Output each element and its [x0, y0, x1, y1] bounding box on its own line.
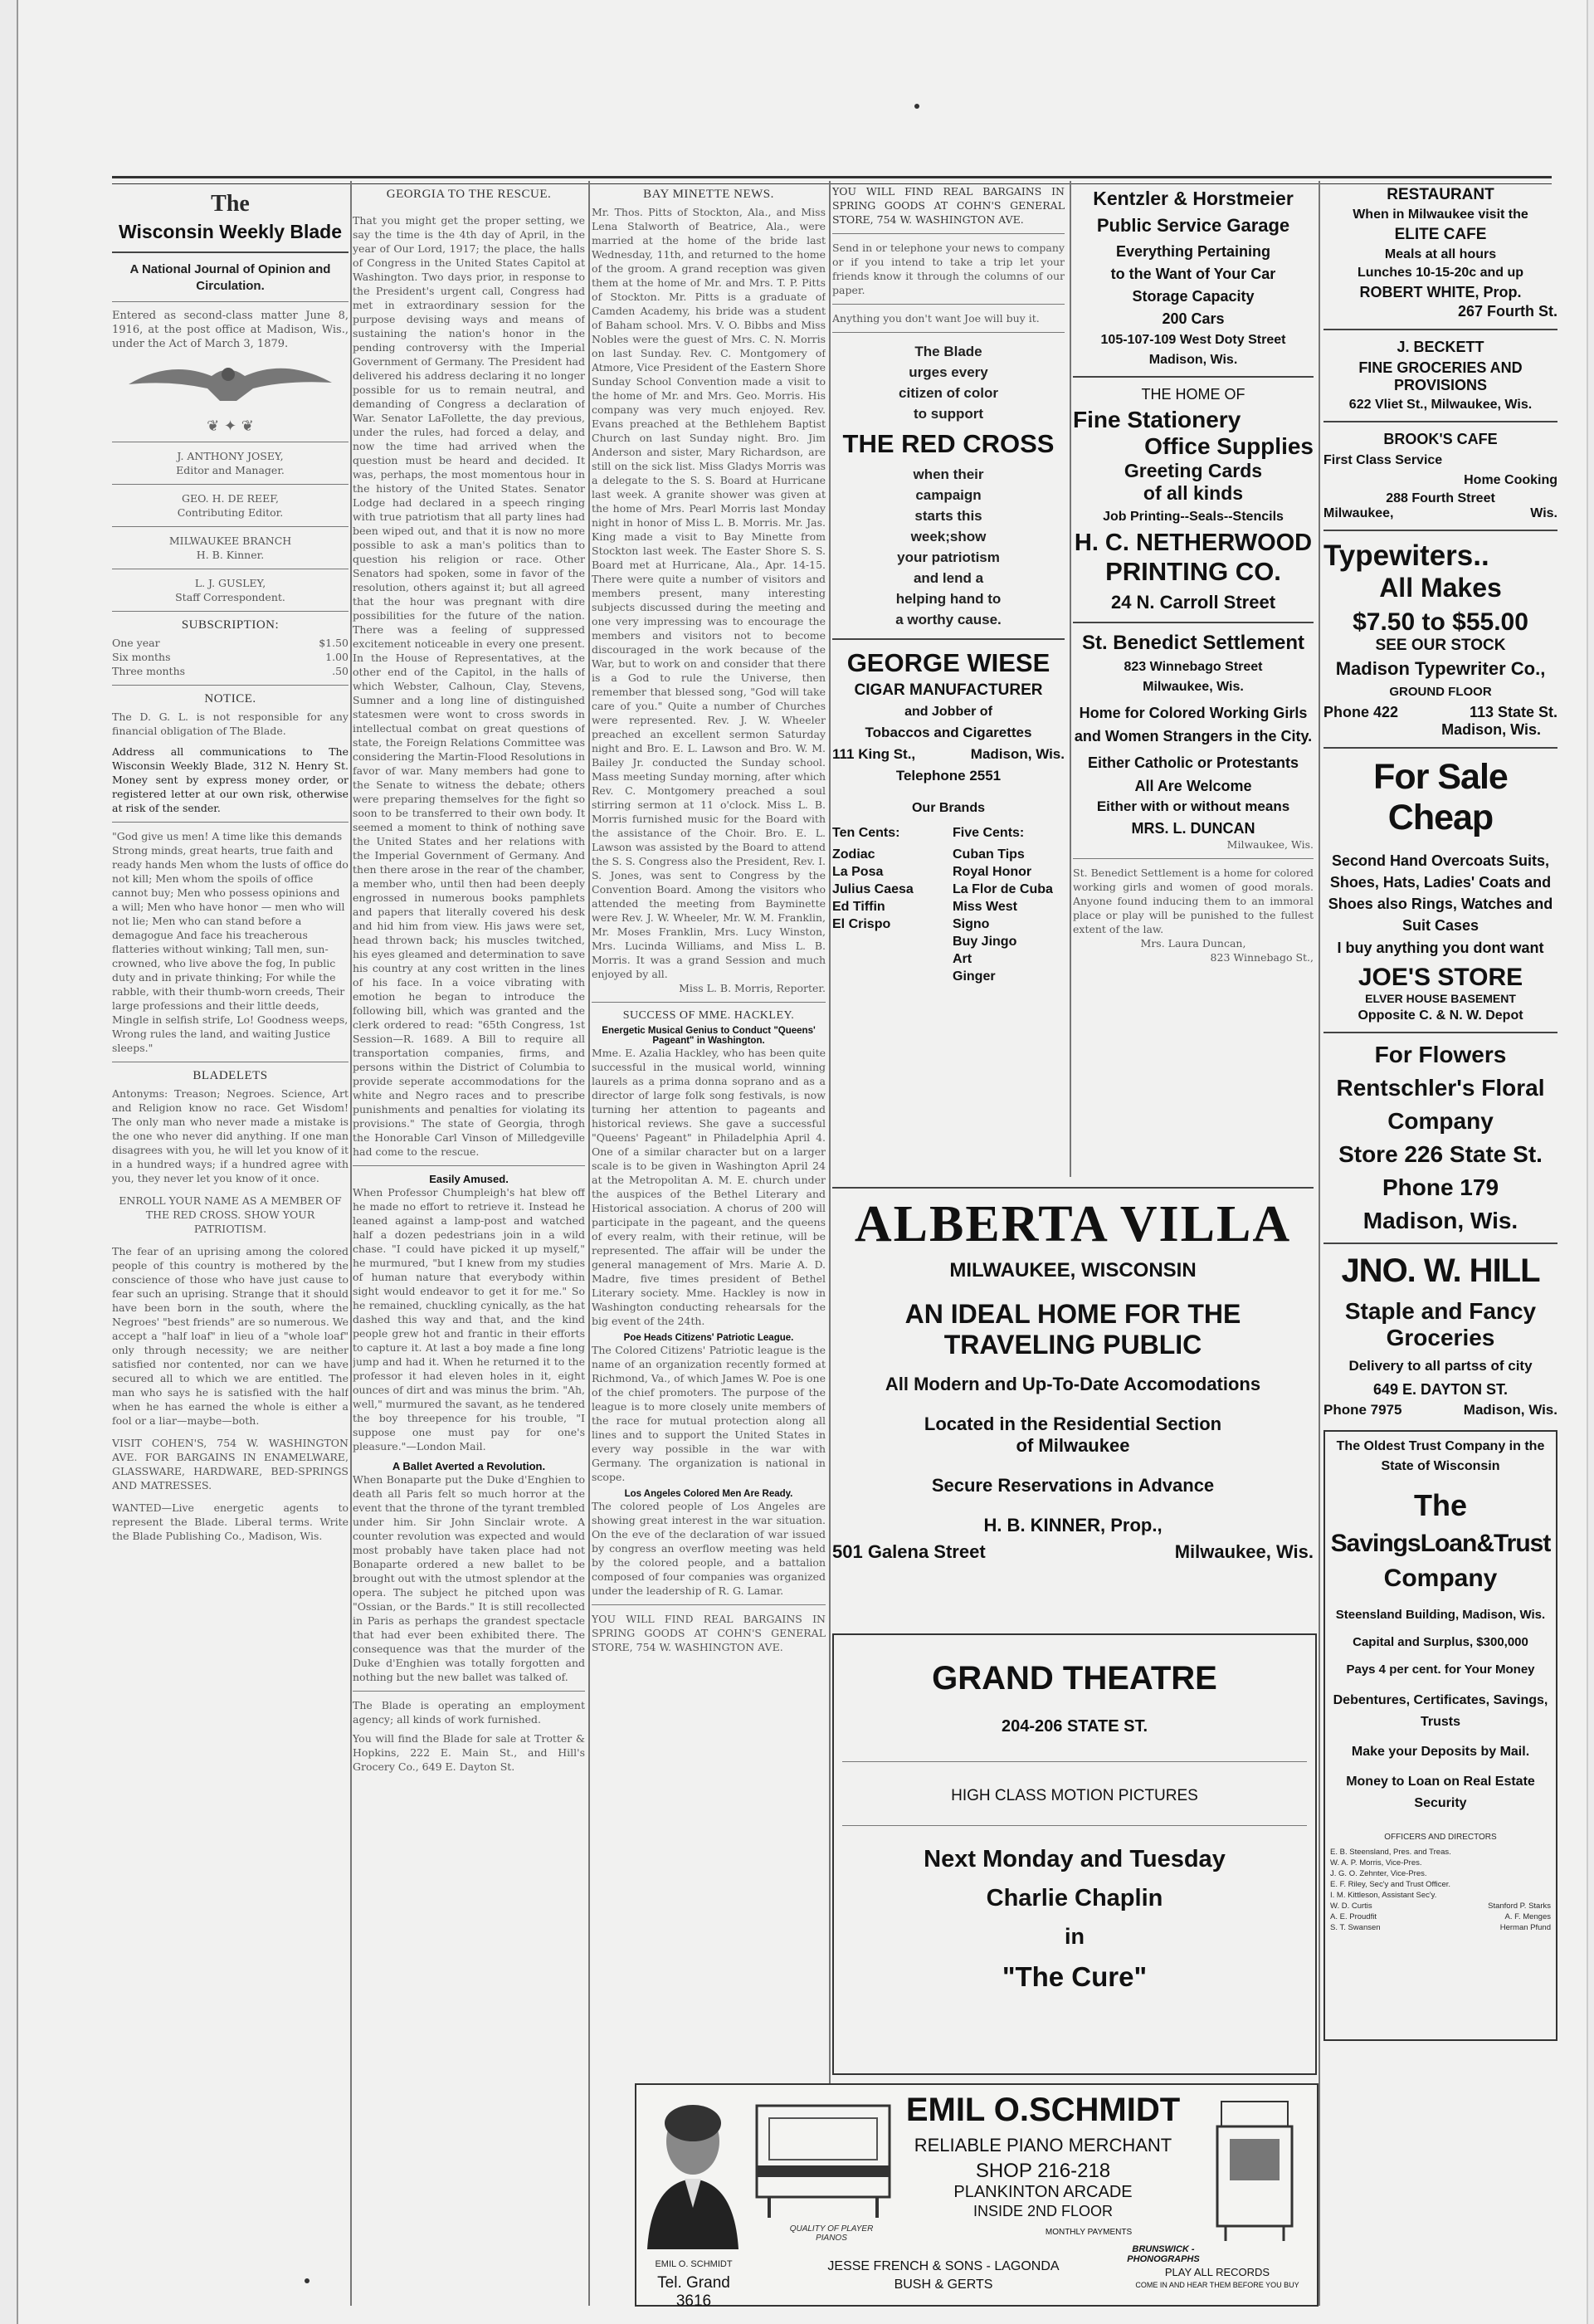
- trust-11: OFFICERS AND DIRECTORS: [1384, 1833, 1497, 1842]
- piano-line1: RELIABLE PIANO MERCHANT: [914, 2135, 1172, 2156]
- alberta-address: 501 Galena Street Milwaukee, Wis.: [832, 1541, 1314, 1562]
- grand-addr: 204-206 STATE ST.: [1002, 1717, 1148, 1736]
- subscription-heading: SUBSCRIPTION:: [181, 618, 280, 632]
- portrait-icon: [643, 2092, 743, 2249]
- georgia-body: That you might get the proper setting, we say the time is the 4th day of April, in the year of Our Lord, 1917; the place, the halls of Congress in the United States Capitol at Washington. Two days prior, in response to the President's urgent call, Congress had met in extraordinary session for the purpose devising ways and means of sustaining the nation's honor in the pending controversy with the Imperial Government of Germany. The President had delivered his address declaring it no longer possible for us to remain neutral, and demanding of Congress a declaration of War. Senator LaFollette, the day previous, under the rules, had forced a delay, and now the time had arrived when the question must be heard and decided. It was, perhaps, the most momentous hour in the history of the United States. Senator Lodge had declared in a speech ringing with true patriotism that all party lines had been wiped out, and that it is now no more possible to ask a man's politics than to question his religion or race. Other Senators had spoken, some in favor of the resolution, others against it; but all agreed that the hour was pregnant with dire possibilities for the future of the nation. There was a feeling of suppressed excitement noticeable in every one present. In the House of Representatives, at the other end of the Capitol, in the halls of which Webster, Calhoun, Clay, Stevens, Sumner and a long line of distinguished statesmen were wont to cross swords in intellectual combat on great questions of state, the Foreign Relations Committee was considering the Martin-Flood Resolutions in favor of war. Many members had gone to the Senate to witness the debate; others were preparing themselves for the fight so soon to be transferred to their own body. It seemed a moment to think of nothing save the United States and her relations with the Imperial Government of Germany. And then there arose in the rear of the chamber, a member who, until then had been deeply engrossed in numerous books pamphlets and papers that literally covered his desk and hid him from view. His jaws were set, head thrown back; his muscles twitched, his eyes gleamed and determination to save his country at any cost written in the lines of his face. In a voice vibrating with emotion he began to introduce the following bill, which was granted and the clerk ordered to read: "65th Congress, 1st Session—R. 1689. A Bill to require all transportation companies, firms, and persons within the District of Columbia to provide seperate accommodations for the white and Negro races and to prescribe punishments and penalties for violating its provisions." The state of Georgia, throgh the Honorable Carl Vinson of Milledgeville had come to the rescue.: [353, 214, 585, 1158]
- wanted-text: WANTED—Live energetic agents to represent the Blade. Liberal terms. Write the Blade Publishing Co., Madison, Wis.: [112, 1501, 349, 1542]
- ballet-heading: A Ballet Averted a Revolution.: [392, 1460, 546, 1472]
- bladelets-heading: BLADELETS: [193, 1069, 268, 1082]
- directors-list: W. D. Curtis A. E. Proudfit S. T. Swansen Stanford P. Starks A. F. Menges Herman Pfund: [1330, 1902, 1551, 1932]
- alberta-secure: Secure Reservations in Advance: [931, 1475, 1215, 1496]
- portrait-caption-1: EMIL O. SCHMIDT: [655, 2259, 733, 2269]
- records-2: COME IN AND HEAR THEM BEFORE YOU BUY: [1135, 2281, 1299, 2289]
- trust-7: Pays 4 per cent. for Your Money: [1346, 1662, 1535, 1677]
- sale-1: For Sale Cheap: [1373, 757, 1508, 837]
- redcross-intro: The Blade urges every citizen of color to support: [899, 344, 998, 422]
- send-news: Send in or telephone your news to company or if you intend to take a trip let your friends know it through the columns of our paper.: [832, 242, 1065, 296]
- column-georgia: [353, 184, 585, 2305]
- portrait-caption-2: Tel. Grand 3616: [657, 2274, 730, 2310]
- hill-2: Staple and Fancy: [1344, 1298, 1537, 1324]
- blade-ops: The Blade is operating an employment agency; all kinds of work furnished.: [353, 1699, 585, 1726]
- type-phone: Phone 422 113 State St.: [1323, 704, 1557, 720]
- alberta-located-1: Located in the Residential Section: [924, 1413, 1222, 1434]
- ornament-icon: ❦ ✦ ❦: [207, 417, 254, 435]
- masthead-title-1: The: [211, 191, 250, 217]
- redcross-body: when their campaign starts this week;show your patriotism and lend a helping hand to a worthy cause.: [895, 466, 1002, 627]
- poem-text: "God give us men! A time like this demands Strong minds, great hearts, true faith and ready hands Men whom the lusts of office do not kill; Men whom the spoils of office cannot buy; Men who possess opinions and a will; Men who have honor — men who will not lie; Men who can stand before a demagogue And face his treacherous flatteries without winking; Tall men, sun-crowned, who live above the fog, In public duty and in private thinking; For while the rabble, with their thumb-worn creeds, Their large professions and their little deeds, Mingle in selfish strife, Lo! Goodness weeps, Wrong rules the land, and waiting Justice sleeps.": [112, 830, 349, 1054]
- column-masthead: [112, 184, 349, 2305]
- hill-4: Delivery to all partss of city: [1348, 1358, 1533, 1374]
- wiese-line2: and Jobber of: [904, 705, 992, 719]
- kentzler-8: Madison, Wis.: [1148, 353, 1238, 367]
- rest-6: ROBERT WHITE, Prop.: [1359, 284, 1522, 300]
- flow-2: Rentschler's Floral: [1336, 1075, 1545, 1101]
- visit-cohens-text: VISIT COHEN'S, 754 W. WASHINGTON AVE. FOR BARGAINS IN ENAMELWARE, GLASSWARE, HARDWARE, BED-SPRINGS AND MATRESSES.: [112, 1437, 349, 1492]
- fear-text: The fear of an uprising among the colored people of this country is mothered by the conscience of those who have just cause to fear such an uprising. Strange that it should have been born in the south, where the Negroes' "best friends" are so numerous. We accept a "half loaf" in lieu of a "whole loaf" only through necessity; we are neither satisfied nor contented, nor can we have secured all to which we are entitled. The man who says he is satisfied with the half when he has earned the whole is either a fool or a liar—maybe—both.: [112, 1245, 349, 1427]
- column-rule: [1070, 181, 1071, 1177]
- subscription-table: One year $1.50 Six months 1.00 Three months .50: [112, 637, 349, 677]
- staff-correspondent: L. J. GUSLEY, Staff Correspondent.: [175, 577, 285, 603]
- poe-body: The Colored Citizens' Patriotic league is the name of an organization recently formed at Richmond, Va., of which James W. Poe is one of the chief promoters. The purpose of the league is to more closely unite members of the race for mutual protection along all lines and to support the United States in every way possible in the war with Germany. The organization is national in scope.: [592, 1344, 826, 1483]
- trust-2: The: [1413, 1488, 1467, 1522]
- staff-milwaukee: MILWAUKEE BRANCH H. B. Kinner.: [168, 535, 292, 561]
- phonograph-icon: [1209, 2093, 1300, 2243]
- piano-brands-2: BUSH & GERTS: [894, 2278, 993, 2292]
- column-bay-minette: [592, 184, 826, 2305]
- benedict-1: St. Benedict Settlement: [1081, 632, 1305, 654]
- benedict-text: St. Benedict Settlement is a home for colored working girls and women of good morals. Anyone found inducing them to an immoral place or play will be punished to the fullest extent of the law.: [1073, 867, 1314, 935]
- cohen-bottom: YOU WILL FIND REAL BARGAINS IN SPRING GOODS AT COHN'S GENERAL STORE, 754 W. WASHINGTON AVE.: [592, 1613, 826, 1653]
- rest-3: ELITE CAFE: [1394, 226, 1487, 243]
- anything-joe: Anything you don't want Joe will buy it.: [832, 312, 1040, 325]
- staff-editor: J. ANTHONY JOSEY, Editor and Manager.: [176, 450, 285, 476]
- alberta-ideal-2: TRAVELING PUBLIC: [943, 1330, 1202, 1360]
- type-5: Madison Typewriter Co.,: [1335, 658, 1546, 679]
- trust-5: Steensland Building, Madison, Wis.: [1335, 1608, 1546, 1622]
- entered-notice: Entered as second-class matter June 8, 1916, at the post office at Madison, Wis., under the Act of March 3, 1879.: [112, 310, 349, 350]
- rest-1: RESTAURANT: [1387, 186, 1494, 203]
- netherwood-2: PRINTING CO.: [1105, 557, 1281, 586]
- trust-4: Company: [1383, 1565, 1498, 1592]
- alberta-modern: All Modern and Up-To-Date Accomodations: [885, 1374, 1261, 1394]
- brunswick-text: BRUNSWICK - PHONOGRAPHS: [1127, 2244, 1200, 2264]
- brook-4: 288 Fourth Street: [1386, 491, 1495, 505]
- kentzler-6: 200 Cars: [1162, 310, 1225, 327]
- wiese-line1: CIGAR MANUFACTURER: [854, 681, 1043, 699]
- type-1: Typewiters..: [1323, 540, 1489, 572]
- beckett-2: FINE GROCERIES AND PROVISIONS: [1358, 359, 1523, 393]
- flow-3: Company: [1387, 1108, 1494, 1134]
- benedict-4: Home for Colored Working Girls and Women Strangers in the City.: [1074, 705, 1313, 745]
- wiese-name: GEORGE WIESE: [846, 648, 1050, 677]
- find-blade: You will find the Blade for sale at Trotter & Hopkins, 222 E. Main St., and Hill's Grocery Co., 649 E. Dayton St.: [353, 1732, 585, 1773]
- masthead-subtitle: A National Journal of Opinion and Circulation.: [129, 262, 331, 293]
- kentzler-4: to the Want of Your Car: [1110, 266, 1276, 282]
- player-piano-icon: [753, 2097, 894, 2222]
- home-of: THE HOME OF: [1141, 386, 1245, 403]
- enroll-text: ENROLL YOUR NAME AS A MEMBER OF THE RED CROSS. SHOW YOUR PATRIOTISM.: [119, 1194, 342, 1235]
- grand-hc: HIGH CLASS MOTION PICTURES: [951, 1787, 1198, 1804]
- piano-line4: INSIDE 2ND FLOOR: [972, 2203, 1114, 2219]
- kentzler-name: Kentzler & Horstmeier: [1093, 188, 1294, 209]
- fine-stationery: Fine Stationery: [1073, 407, 1241, 432]
- bay-minette-body: Mr. Thos. Pitts of Stockton, Ala., and Miss Lena Stalworth of Beatrice, Ala., were married at the home of the bride last Wednesday, 11th, and returned to the home of the groom. A grand reception was given them at the home of Mr. and Mrs. T. P. Pitts of Stockton. Mr. Pitts is a graduate of Camden Academy, his bride was a student of Baham school. Mrs. V. O. Bibbs and Miss Nobles were the guest of Mrs. C. N. Morris on last Sunday. Rev. C. Montgomery of Atmore, Vice President of the Eastern Shore Sunday School Convention made a visit to the home of Mr. and Mrs. Geo. Morris. His company was very much enjoyed. Rev. Evans preached at the Bethlehem Baptist Church on last Sunday night. Bro. Jim Anderson and sister, Mary Richardson, are still on the sick list. Miss Gladys Morris was a delegate to the S. S. Board at Hurricane last week. A granite shower was given at the home of Mrs. Pearl Morris last Monday night in honor of Miss L. B. Morris. Mr. Jas. King made a visit to Bay Minette from Stockton last week. The Easter Shore S. S. Board met at Hurricane, Ala., Apr. 14-15. There were quite a number of visitors and members present, many interesting subjects discussed during the meeting and one very impressing was to encourage the members and visitors not to become discouraged in the work because of the War, but to work on and consider that there is a God to rule the Universe, then remember that blessed song, "God will take care of you." Quite a number of Churches were represented. Rev. J. W. Wheeler preached an excellent sermon Saturday night and Bro. E. L. Lawson and Bro. W. M. Bailey Jr. conducted the Sunday school. Mass meeting Sunday morning, after which Rev. C. Montgomery preached a soul stirring sermon at 11 o'clock. Miss L. B. Morris furnished music for the Board with the assistance of the Choir. Bro. E. L. Lawson was assisted by the Board to attend the S. S. Congress also the President, Rev. I. S. Jones, was sent to Congress by the Convention Board. Among the visitors who attended the meeting from Bayminette were Rev. J. W. Wheeler, Mr. W. M. Franklin, Mr. Moses Franklin, Mrs. Lucy Winston, Mrs. Lucinda Williams, and Miss L. B. Morris. It was a grand Session and much enjoyed by all.: [592, 206, 826, 980]
- georgia-heading: GEORGIA TO THE RESCUE.: [386, 188, 552, 201]
- hill-phone: Phone 7975 Madison, Wis.: [1323, 1402, 1557, 1418]
- alberta-ideal-1: AN IDEAL HOME FOR THE: [904, 1299, 1241, 1329]
- hill-1: JNO. W. HILL: [1341, 1252, 1540, 1289]
- amused-body: When Professor Chumpleigh's hat blew off he made no effort to retrieve it. Instead he leaned against a lamp-post and watched half a dozen pedestrians join in a wild chase. "I could have picked it up myself," he murmured, "but I knew from my studies of human nature that everybody within sight would endeavor to get it for me." So he remained, chuckling cynically, as the hat dashed this way and that, and the kind people grew hot and frantic in their efforts to capture it. At last a boy made a fine long jump and had it. When he returned it to the professor it had eleven holes in it, eight ounces of dirt and was minus the brim. "Ah, well," murmured the savant, as he tendered the boy threepence for his trouble, "I suppose one must pay for one's pleasure."—London Mail.: [353, 1186, 585, 1452]
- grand-theatre-ad: [832, 1633, 1317, 2075]
- netherwood-3: 24 N. Carroll Street: [1110, 592, 1276, 613]
- quality-text: QUALITY OF PLAYER PIANOS: [789, 2224, 874, 2243]
- sale-3: I buy anything you dont want: [1337, 940, 1544, 956]
- trust-3: SavingsLoan&Trust: [1330, 1530, 1551, 1557]
- flow-6: Madison, Wis.: [1362, 1208, 1518, 1233]
- flow-5: Phone 179: [1382, 1174, 1499, 1200]
- eagle-emblem-icon: [112, 351, 349, 409]
- netherwood-1: H. C. NETHERWOOD: [1074, 530, 1313, 556]
- alberta-title: ALBERTA VILLA: [854, 1196, 1292, 1252]
- trust-10: Money to Loan on Real Estate Security: [1346, 1775, 1535, 1810]
- brook-city: Milwaukee, Wis.: [1323, 506, 1557, 520]
- la-heading: Los Angeles Colored Men Are Ready.: [624, 1489, 793, 1499]
- brook-1: BROOK'S CAFE: [1383, 431, 1498, 447]
- hill-5: 649 E. DAYTON ST.: [1372, 1381, 1509, 1398]
- benedict-8: MRS. L. DUNCAN: [1131, 820, 1255, 837]
- wiese-line3: Tobaccos and Cigarettes: [865, 725, 1032, 740]
- kentzler-7: 105-107-109 West Doty Street: [1100, 333, 1286, 347]
- la-body: The colored people of Los Angeles are showing great interest in the war situation. On the eve of the declaration of war issued by congress an overflow meeting was held by the colored people, and a battalion composed of four companies was organized under the leadership of R. G. Lamar.: [592, 1500, 826, 1597]
- alberta-prop: H. B. KINNER, Prop.,: [983, 1515, 1163, 1536]
- beckett-3: 622 Vliet St., Milwaukee, Wis.: [1348, 398, 1533, 412]
- reporter-line: Miss L. B. Morris, Reporter.: [679, 982, 826, 994]
- kentzler-3: Everything Pertaining: [1115, 243, 1271, 260]
- wiese-tel: Telephone 2551: [895, 768, 1002, 784]
- bay-minette-heading: BAY MINETTE NEWS.: [643, 188, 774, 201]
- alberta-located-2: of Milwaukee: [1016, 1435, 1130, 1456]
- piano-line3: PLANKINTON ARCADE: [953, 2183, 1133, 2201]
- hackley-body: Mme. E. Azalia Hackley, who has been quite successful in the musical world, winning laurels as a prima donna soprano and as a director of large folk song festivals, is now turning her attention to pageants and historical reviews. She gave a successful "Queens' Pageant" in Philadelphia April 4. One of a similar character but on a larger scale is to be given in Washington April 24 at the Metropolitan A. M. E. church under the auspices of the Bethel Literary and Historical association. A chorus of 200 will participate in the pageant, and the queens of every realm, with their retinue, will be represented. The affair will be under the general management of Mrs. Marie A. D. Madre, five times president of Bethel Literary society. Mme. Hackley is now in Washington conducting rehearsals for the big event of the 24th.: [592, 1047, 826, 1327]
- piano-brands-1: JESSE FRENCH & SONS - LAGONDA: [827, 2259, 1060, 2273]
- benedict-2: 823 Winnebago Street: [1124, 660, 1263, 674]
- cohen-top: YOU WILL FIND REAL BARGAINS IN SPRING GOODS AT COHN'S GENERAL STORE, 754 W. WASHINGTON AVE.: [832, 185, 1065, 226]
- sale-6: Opposite C. & N. W. Depot: [1358, 1008, 1523, 1023]
- notice-heading: NOTICE.: [204, 692, 256, 706]
- poe-heading: Poe Heads Citizens' Patriotic League.: [623, 1333, 794, 1343]
- kentzler-2: Public Service Garage: [1096, 215, 1290, 236]
- benedict-sig-1: Mrs. Laura Duncan,: [1140, 937, 1246, 950]
- redcross-title: THE RED CROSS: [842, 429, 1055, 458]
- amused-heading: Easily Amused.: [429, 1173, 509, 1185]
- sale-4: JOE'S STORE: [1358, 964, 1523, 991]
- type-4: SEE OUR STOCK: [1375, 637, 1506, 654]
- benedict-sig-2: 823 Winnebago St.,: [1210, 951, 1314, 964]
- rest-2: When in Milwaukee visit the: [1353, 208, 1528, 222]
- sale-2: Second Hand Overcoats Suits, Shoes, Hats, Ladies' Coats and Shoes also Rings, Watches and Suit Cases: [1328, 852, 1553, 934]
- trust-8: Debentures, Certificates, Savings, Trusts: [1333, 1693, 1548, 1729]
- piano-ad: [635, 2083, 1319, 2310]
- staff-contrib: GEO. H. DE REEF, Contributing Editor.: [177, 492, 284, 519]
- rest-4: Meals at all hours: [1384, 247, 1497, 261]
- benedict-3: Milwaukee, Wis.: [1143, 680, 1244, 694]
- office-supplies: Office Supplies: [1144, 433, 1314, 459]
- grand-next: Next Monday and Tuesday: [924, 1846, 1226, 1872]
- column-rule: [1319, 181, 1320, 2306]
- rest-5: Lunches 10-15-20c and up: [1357, 266, 1524, 280]
- scan-dot: [914, 104, 919, 109]
- column-rule: [588, 181, 590, 2306]
- column-rule: [350, 181, 352, 2306]
- monthly-text: MONTHLY PAYMENTS: [1045, 2228, 1133, 2237]
- hackley-sub: Energetic Musical Genius to Conduct "Queens' Pageant" in Washington.: [602, 1026, 816, 1046]
- job-printing: Job Printing--Seals--Stencils: [1103, 510, 1284, 524]
- piano-name: EMIL O.SCHMIDT: [905, 2092, 1181, 2128]
- grand-title: GRAND THEATRE: [932, 1660, 1217, 1697]
- trust-9: Make your Deposits by Mail.: [1351, 1745, 1530, 1759]
- column-ads-right: [1323, 184, 1557, 2305]
- brook-2: First Class Service: [1323, 453, 1443, 467]
- wiese-address: 111 King St., Madison, Wis.: [832, 746, 1065, 762]
- trust-ad: [1323, 1430, 1557, 2041]
- grand-chaplin: Charlie Chaplin: [986, 1885, 1163, 1911]
- rest-7: 267 Fourth St.: [1457, 303, 1557, 320]
- type-9: Madison, Wis.: [1441, 721, 1541, 738]
- column-redcross: [832, 184, 1065, 1180]
- hackley-heading: SUCCESS OF MME. HACKLEY.: [622, 1009, 795, 1022]
- brands-heading: Our Brands: [911, 801, 985, 815]
- sale-5: ELVER HOUSE BASEMENT: [1365, 992, 1516, 1005]
- column-business: [1073, 184, 1314, 1180]
- brands-table: Ten Cents: Zodiac La Posa Julius Caesa Ed Tiffin El Crispo Five Cents: Cuban Tips Royal Honor La Flor de Cuba Miss West Signo Buy Jingo Art Ginger: [832, 826, 1053, 984]
- hill-3: Groceries: [1386, 1325, 1495, 1350]
- records-1: PLAY ALL RECORDS: [1164, 2266, 1270, 2278]
- grand-cure: "The Cure": [1002, 1961, 1148, 1992]
- notice-text: The D. G. L. is not responsible for any financial obligation of The Blade.: [112, 710, 349, 737]
- address-text: Address all communications to The Wisconsin Weekly Blade, 312 N. Henry St. Money sent by express money order, or registered letter at our own risk, otherwise at risk of the sender.: [112, 745, 349, 814]
- trust-6: Capital and Surplus, $300,000: [1353, 1635, 1528, 1649]
- brook-3: Home Cooking: [1464, 473, 1557, 487]
- portrait: [643, 2092, 743, 2266]
- grand-in: in: [1065, 1924, 1085, 1949]
- trust-1: The Oldest Trust Company in the State of Wisconsin: [1336, 1439, 1545, 1473]
- all-kinds: of all kinds: [1143, 482, 1244, 504]
- beckett-1: J. BECKETT: [1397, 339, 1484, 355]
- top-rule: [112, 176, 1552, 184]
- alberta-city: MILWAUKEE, WISCONSIN: [949, 1259, 1197, 1282]
- type-6: GROUND FLOOR: [1389, 685, 1492, 699]
- benedict-7: Either with or without means: [1096, 798, 1290, 814]
- flow-4: Store 226 State St.: [1338, 1141, 1543, 1167]
- greeting-cards: Greeting Cards: [1124, 460, 1263, 481]
- ballet-body: When Bonaparte put the Duke d'Enghien to death all Paris felt so much horror at the event that the throne of the tyrant trembled under him. Sir John Sinclair wrote. A counter revolution was expected and would most probably have taken place had not Bonaparte ordered a new ballet to be brought out with the utmost splendor at the opera. The subject he pitched upon was "Ossian, or the Bards." It is still recollected in Paris as perhaps the grandest spectacle that had ever been exhibited there. The consequence was that the murder of the Duke d'Enghien was totally forgotten and nothing but the new ballet was talked of.: [353, 1473, 585, 1683]
- bladelets-text: Antonyms: Treason; Negroes. Science, Art and Religion know no race. Get Wisdom! The only man who never made a mistake is the one who never did anything. If one man disagrees with you, he will let you know of it in a hundred ways; if a hundred agree with you, they never let you know of it once.: [112, 1087, 349, 1184]
- piano-line2: SHOP 216-218: [975, 2160, 1111, 2182]
- column-rule: [829, 181, 831, 2306]
- masthead-title-2: Wisconsin Weekly Blade: [118, 221, 343, 242]
- benedict-5: Either Catholic or Protestants: [1087, 754, 1299, 771]
- benedict-9: Milwaukee, Wis.: [1226, 838, 1314, 851]
- alberta-villa-ad: [832, 1187, 1314, 1685]
- flow-1: For Flowers: [1374, 1042, 1507, 1067]
- kentzler-5: Storage Capacity: [1132, 288, 1255, 305]
- type-2: All Makes: [1379, 573, 1502, 603]
- benedict-6: All Are Welcome: [1134, 778, 1252, 794]
- officers-list: E. B. Steensland, Pres. and Treas. W. A. P. Morris, Vice-Pres. J. G. O. Zehnter, Vice-Pres. E. F. Riley, Sec'y and Trust Officer. I. M. Kittleson, Assistant Sec'y.: [1330, 1848, 1451, 1900]
- type-3: $7.50 to $55.00: [1353, 608, 1528, 636]
